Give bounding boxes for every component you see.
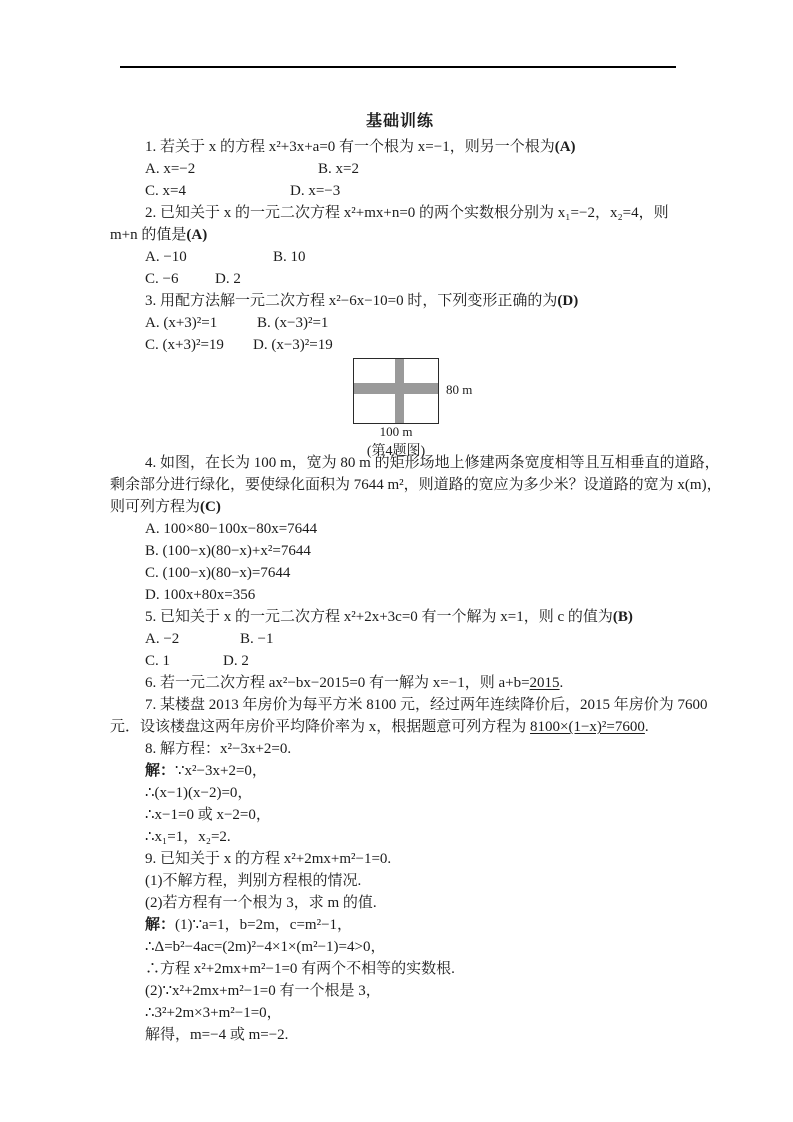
- question-5-text: 5. 已知关于 x 的一元二次方程 x²+2x+3c=0 有一个解为 x=1，则 c 的值为: [145, 609, 613, 625]
- question-2-options-row-1: [110, 246, 690, 268]
- question-8-text: 8. 解方程：x²−3x+2=0.: [145, 741, 292, 757]
- question-9-solution-step-1: (1)∵a=1，b=2m，c=m²−1，: [175, 917, 353, 933]
- question-4-stem-line-2: [110, 474, 722, 496]
- question-4-option-d-text: D. 100x+80x=356: [145, 587, 256, 603]
- figure-caption: (第4题图): [366, 444, 426, 459]
- question-9-text: 9. 已知关于 x 的方程 x²+2mx+m²−1=0.: [145, 851, 392, 867]
- question-6-period: .: [559, 675, 564, 691]
- question-1-options-row-2: [110, 180, 690, 202]
- question-9-solution-step-2: ∴Δ=b²−4ac=(2m)²−4×1×(m²−1)=4>0，: [145, 939, 386, 955]
- question-2-stem-line-1: [110, 202, 690, 224]
- figure-width-label: 80 m: [446, 382, 473, 397]
- question-7-stem-line-2: [110, 716, 690, 738]
- question-6: [110, 672, 690, 694]
- question-5-answer: (B): [612, 609, 633, 625]
- question-9-solution-step-5: ∴3²+2m×3+m²−1=0，: [145, 1005, 282, 1021]
- question-8-solution-step-4: ∴x₁=1，x₂=2.: [145, 829, 231, 845]
- question-1-text: 1. 若关于 x 的方程 x²+3x+a=0 有一个根为 x=−1，则另一个根为: [145, 139, 555, 155]
- question-8-solution-line-3: [110, 804, 690, 826]
- question-9-solution-step-4: (2)∵x²+2mx+m²−1=0 有一个根是 3，: [145, 983, 381, 999]
- question-3-answer: (D): [557, 293, 579, 309]
- question-3-option-a: A. (x+3)²=1: [145, 315, 218, 331]
- header-rule: [120, 66, 676, 68]
- question-3-options-row-1: [110, 312, 690, 334]
- horizontal-road: [354, 383, 438, 394]
- question-2-option-d: D. 2: [215, 271, 241, 287]
- question-4-answer: (C): [200, 499, 221, 515]
- question-1-answer: (A): [554, 139, 576, 155]
- question-9-solution-line-4: [110, 980, 690, 1002]
- worksheet-content: [110, 112, 722, 1046]
- question-9-solution-label: 解：: [145, 917, 176, 933]
- question-3-options-row-2: [110, 334, 690, 356]
- question-5-options-row-2: [110, 650, 690, 672]
- question-9-solution-step-3: ∴方程 x²+2mx+m²−1=0 有两个不相等的实数根.: [145, 961, 455, 977]
- question-9-solution-step-6: 解得，m=−4 或 m=−2.: [145, 1027, 289, 1043]
- question-4-text-1: 4. 如图，在长为 100 m，宽为 80 m 的矩形场地上修建两条宽度相等且互相垂直的道路，: [145, 455, 720, 471]
- question-1-options-row-1: [110, 158, 690, 180]
- question-9-part-2: [110, 892, 690, 914]
- question-8-solution-line-2: [110, 782, 690, 804]
- question-4-option-a: [110, 518, 690, 540]
- question-2-option-b: B. 10: [273, 249, 306, 265]
- question-2-options-row-2: [110, 268, 690, 290]
- question-9-solution-line-2: [110, 936, 690, 958]
- question-3-option-c: C. (x+3)²=19: [145, 337, 224, 353]
- question-1-option-a: A. x=−2: [145, 161, 196, 177]
- question-2-option-a: A. −10: [145, 249, 187, 265]
- question-3-option-d: D. (x−3)²=19: [253, 337, 333, 353]
- question-8-solution-line-1: [110, 760, 690, 782]
- question-1-stem: [110, 136, 690, 158]
- question-4-option-d: [110, 584, 690, 606]
- question-8-solution-label: 解：: [145, 763, 176, 779]
- question-4-text-2: 剩余部分进行绿化，要使绿化面积为 7644 m²，则道路的宽应为多少米？设道路的宽为 x(m)，: [110, 477, 722, 493]
- question-9-solution-line-5: [110, 1002, 690, 1024]
- figure-length-label: 100 m: [379, 424, 413, 439]
- question-6-text: 6. 若一元二次方程 ax²−bx−2015=0 有一解为 x=−1，则 a+b=: [145, 675, 530, 691]
- question-9-part-1-text: (1)不解方程，判别方程根的情况.: [145, 873, 362, 889]
- question-5-options-row-1: [110, 628, 690, 650]
- question-9-solution-line-1: [110, 914, 690, 936]
- question-8-solution-step-1: ∵x²−3x+2=0，: [175, 763, 267, 779]
- question-5-stem: [110, 606, 690, 628]
- question-2-stem-line-2: [110, 224, 690, 246]
- question-4-figure: [110, 356, 690, 459]
- question-3-text: 3. 用配方法解一元二次方程 x²−6x−10=0 时，下列变形正确的为: [145, 293, 558, 309]
- question-2-option-c: C. −6: [145, 271, 179, 287]
- question-4-option-c: [110, 562, 690, 584]
- question-5-option-a: A. −2: [145, 631, 180, 647]
- question-7-answer: 8100×(1−x)²=7600: [530, 719, 645, 735]
- question-8-solution-line-4: [110, 826, 690, 848]
- question-7-text-2: 元．设该楼盘这两年房价平均降价率为 x，根据题意可列方程为: [110, 719, 531, 735]
- question-4-text-3: 则可列方程为: [110, 499, 201, 515]
- field-rectangle: [353, 358, 439, 424]
- question-9-solution-line-6: [110, 1024, 690, 1046]
- question-7-text-1: 7. 某楼盘 2013 年房价为每平方米 8100 元，经过两年连续降价后，2015 年房价为 7600: [145, 697, 708, 713]
- question-9-stem: [110, 848, 690, 870]
- question-8-solution-step-3: ∴x−1=0 或 x−2=0，: [145, 807, 271, 823]
- page-title: 基础训练: [365, 113, 434, 130]
- question-4-option-c-text: C. (100−x)(80−x)=7644: [145, 565, 291, 581]
- question-9-part-2-text: (2)若方程有一个根为 3，求 m 的值.: [145, 895, 377, 911]
- question-5-option-b: B. −1: [240, 631, 274, 647]
- question-5-option-c: C. 1: [145, 653, 171, 669]
- question-7-stem-line-1: [110, 694, 708, 716]
- question-8-solution-step-2: ∴(x−1)(x−2)=0，: [145, 785, 253, 801]
- question-1-option-b: B. x=2: [318, 161, 359, 177]
- question-4-option-b-text: B. (100−x)(80−x)+x²=7644: [145, 543, 311, 559]
- question-3-option-b: B. (x−3)²=1: [257, 315, 329, 331]
- question-1-option-d: D. x=−3: [290, 183, 341, 199]
- question-6-answer: 2015: [529, 675, 560, 691]
- question-9-part-1: [110, 870, 690, 892]
- question-2-text-2: m+n 的值是: [110, 227, 187, 243]
- question-3-stem: [110, 290, 690, 312]
- question-4-stem-line-3: [110, 496, 690, 518]
- question-2-text-1: 2. 已知关于 x 的一元二次方程 x²+mx+n=0 的两个实数根分别为 x₁=−2，x₂=4，则: [145, 205, 669, 221]
- question-8-stem: [110, 738, 690, 760]
- question-2-answer: (A): [186, 227, 208, 243]
- question-7-period: .: [644, 719, 649, 735]
- question-1-option-c: C. x=4: [145, 183, 186, 199]
- question-5-option-d: D. 2: [223, 653, 249, 669]
- question-4-option-b: [110, 540, 690, 562]
- question-4-option-a-text: A. 100×80−100x−80x=7644: [145, 521, 318, 537]
- question-9-solution-line-3: [110, 958, 690, 980]
